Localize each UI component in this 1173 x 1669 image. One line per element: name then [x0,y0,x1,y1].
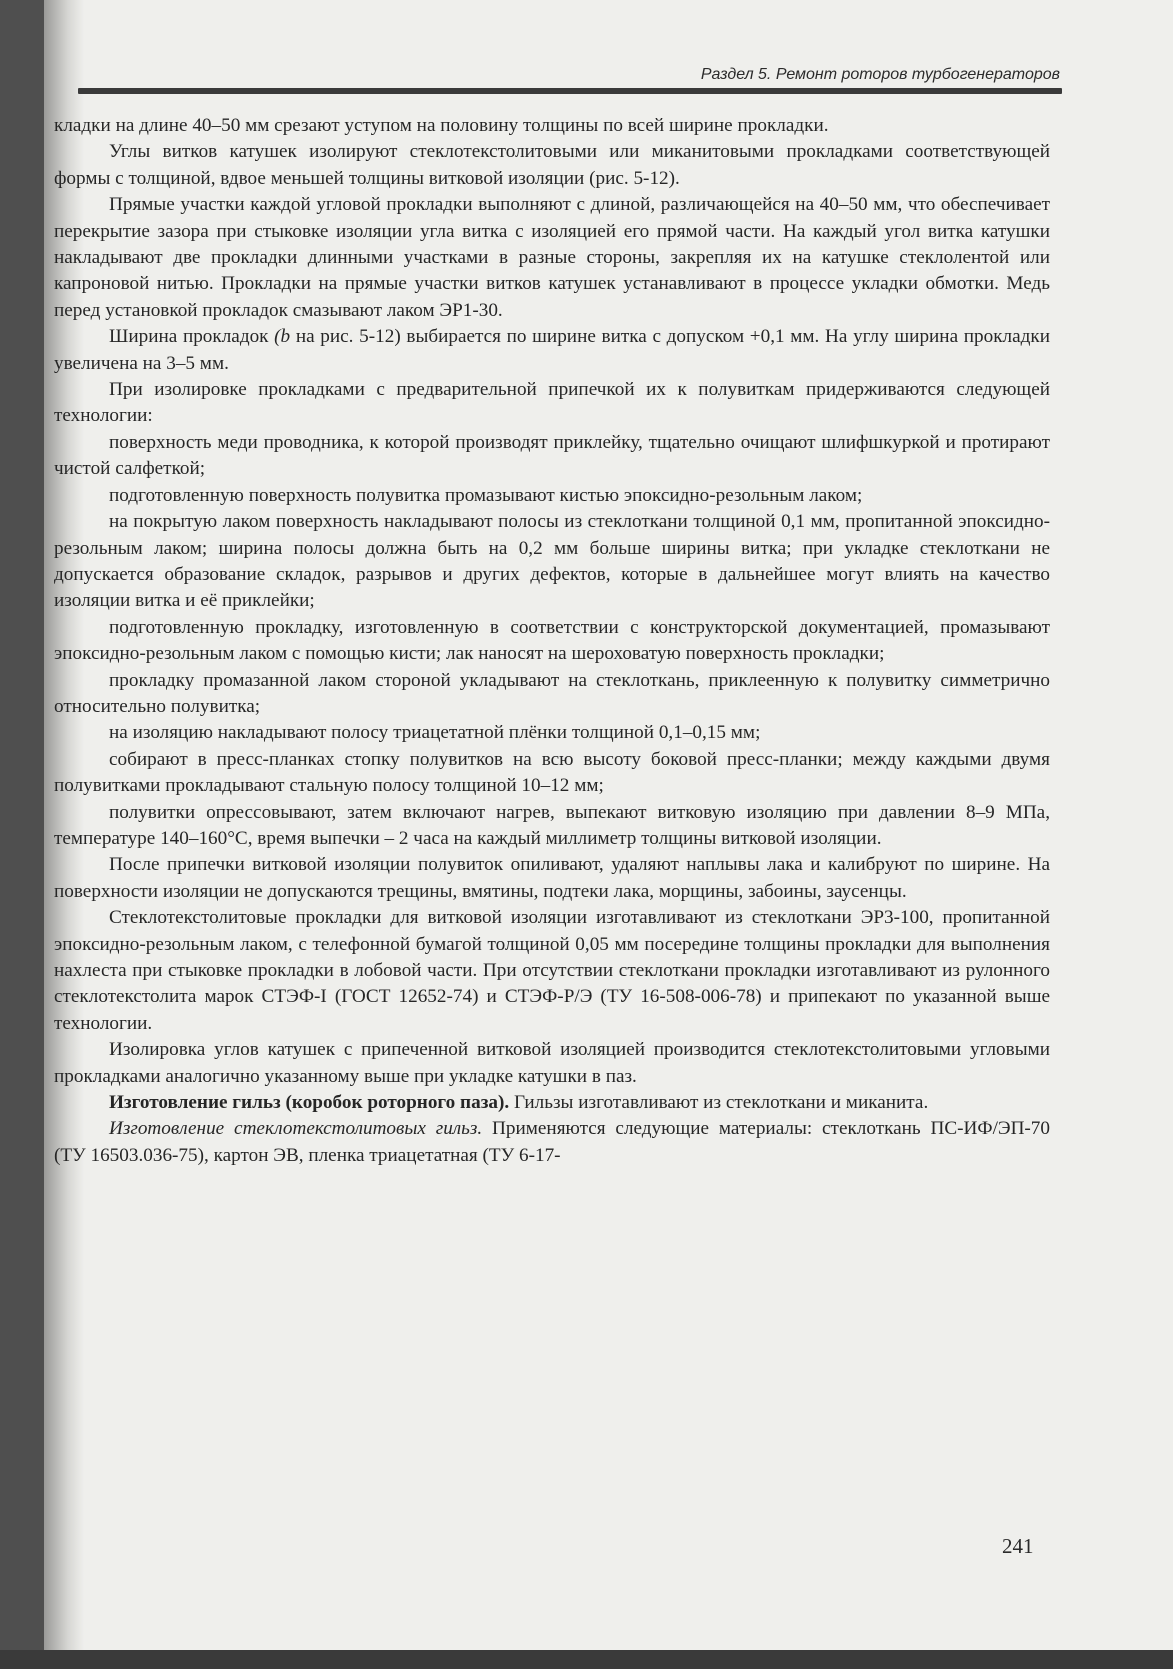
paragraph: кладки на длине 40–50 мм срезают уступом на половину толщины по всей ширине прокладки. [54,115,829,136]
list-item: на покрытую лаком поверхность накладывают полосы из стеклоткани толщиной 0,1 мм, пропитанной эпоксидно-резольным лаком; ширина полосы должна быть на 0,2 мм больше ширины витка; при укладке стеклоткани не допускается образование складок, разрывов и других дефектов, которые в дальнейшее могут влиять на качество изоляции витка и её приклейки; [54,511,1050,612]
list-item: подготовленную поверхность полувитка промазывают кистью эпоксидно-резольным лаком; [109,484,863,506]
body-text [54,113,1050,1169]
list-item: собирают в пресс-планках стопку полувитков на всю высоту боковой пресс-планки; между каждыми двумя полувитками прокладывают стальную полосу толщиной 10–12 мм; [54,748,1050,797]
paragraph-text: Ширина прокладок [109,326,275,348]
paragraph: Стеклотекстолитовые прокладки для витковой изоляции изготавливают из стеклоткани ЭР3-100, пропитанной эпоксидно-резольным лаком, с телефонной бумагой толщиной 0,05 мм посередине толщины прокладки для выполнения нахлеста при стыковке прокладки в лобовой части. При отсутствии стеклоткани прокладки изготавливают из рулонного стеклотекстолита марок СТЭФ-І (ГОСТ 12652-74) и СТЭФ-Р/Э (ТУ 16-508-006-78) и припекают по указанной выше технологии. [54,907,1050,1034]
page-number: 241 [1002,1534,1034,1558]
list-item: подготовленную прокладку, изготовленную в соответствии с конструкторской документацией, промазывают эпоксидно-резольным лаком с помощью кисти; лак наносят на шероховатую поверхность прокладки; [54,616,1050,665]
paragraph [54,1116,1050,1169]
paragraph: При изолировке прокладками с предварительной припечкой их к полувиткам придерживаются следующей технологии: [54,379,1050,427]
list-item: поверхность меди проводника, к которой производят приклейку, тщательно очищают шлифшкуркой и протирают чистой салфеткой; [54,431,1050,480]
header-rule [78,88,1062,94]
list-item: полувитки опрессовывают, затем включают нагрев, выпекают витковую изоляцию при давлении 8–9 МПа, температуре 140–160°С, время выпечки – 2 часа на каждый миллиметр толщины витковой изоляции. [54,801,1050,849]
list-item: на изоляцию накладывают полосу триацетатной плёнки толщиной 0,1–0,15 мм; [109,722,761,744]
paragraph: После припечки витковой изоляции полувиток опиливают, удаляют наплывы лака и калибруют по ширине. На поверхности изоляции не допускаются трещины, вмятины, подтеки лака, морщины, забоины, заусенцы. [54,854,1050,902]
paragraph: Изолировка углов катушек с припеченной витковой изоляцией производится стеклотекстолитовыми угловыми прокладками аналогично указанному выше при укладке катушки в паз. [54,1039,1050,1087]
italic-symbol: (b [274,326,291,348]
section-heading-inline: Изготовление гильз (коробок роторного паза). [109,1092,510,1114]
subsection-heading-inline: Изготовление стеклотекстолитовых гильз. [109,1118,483,1140]
paragraph-text: Применяются следующие материалы: стеклоткань ПС-ИФ/ЭП-70 (ТУ 16503.036-75), картон ЭВ, пленка триацетатная (ТУ 6-17- [54,1118,1050,1166]
paragraph-text: Гильзы изготавливают из стеклоткани и миканита. [509,1092,929,1114]
paragraph [54,324,1050,377]
paragraph-text: на рис. 5-12) выбирается по ширине витка с допуском +0,1 мм. На углу ширина прокладки увеличена на 3–5 мм. [54,326,1050,374]
paragraph: Углы витков катушек изолируют стеклотекстолитовыми или миканитовыми прокладками соответствующей формы с толщиной, вдвое меньшей толщины витковой изоляции (рис. 5-12). [54,141,1050,189]
paragraph: Прямые участки каждой угловой прокладки выполняют с длиной, различающейся на 40–50 мм, что обеспечивает перекрытие зазора при стыковке изоляции угла витка с изоляцией его прямой части. На каждый угол витка катушки накладывают две прокладки длинными участками в разные стороны, закрепляя их на катушке стеклолентой или капроновой нитью. Прокладки на прямые участки витков катушек устанавливают в процессе укладки обмотки. Медь перед установкой прокладок смазывают лаком ЭР1-30. [54,194,1050,321]
running-header [78,66,1062,94]
scanner-edge-shadow [0,1650,1173,1669]
list-item: прокладку промазанной лаком стороной укладывают на стеклоткань, приклеенную к полувитку симметрично относительно полувитка; [54,669,1050,717]
running-title: Раздел 5. Ремонт роторов турбогенераторов [700,66,1060,83]
paragraph [54,1090,1050,1116]
